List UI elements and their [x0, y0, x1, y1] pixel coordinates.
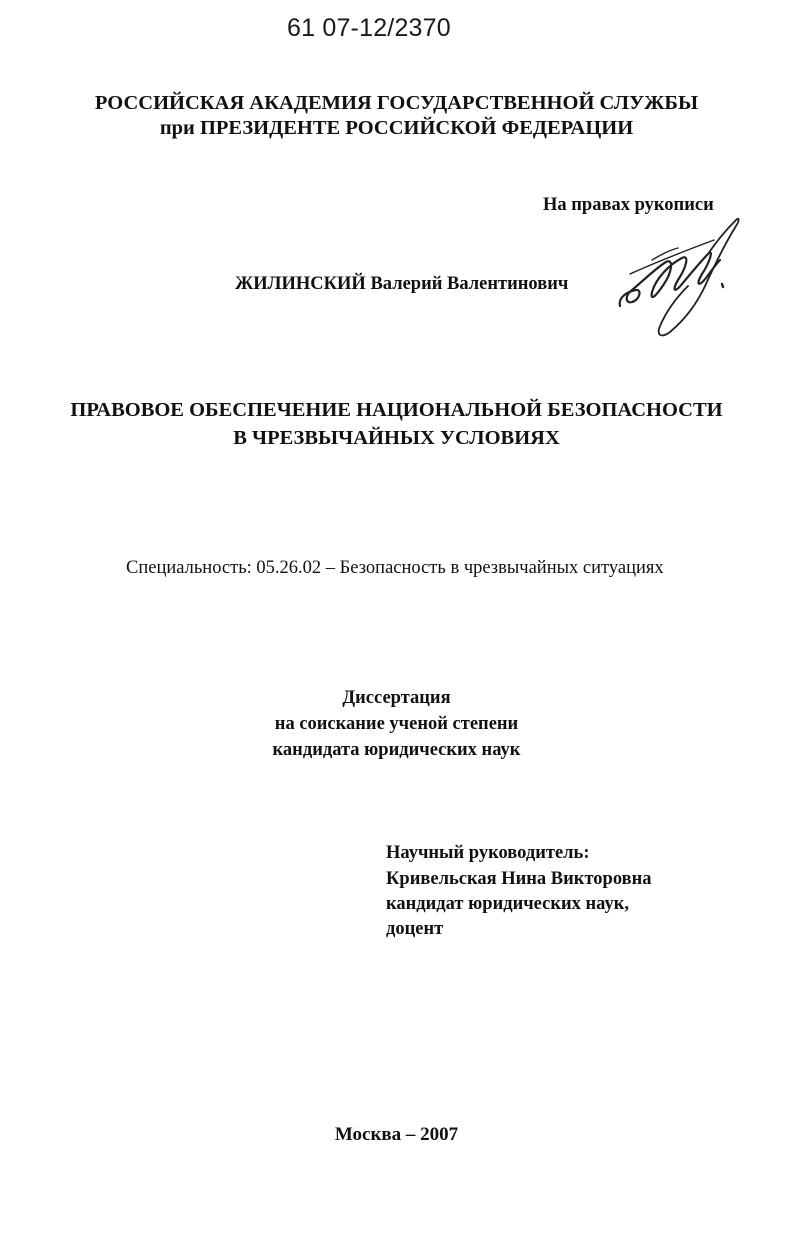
specialty-line: Специальность: 05.26.02 – Безопасность в чрезвычайных ситуациях: [126, 558, 664, 578]
supervisor-degree: кандидат юридических наук,: [386, 894, 630, 914]
city-and-year: Москва – 2007: [334, 1124, 459, 1145]
author-given-names: Валерий Валентинович: [370, 274, 569, 294]
dissertation-label: Диссертация: [342, 688, 451, 708]
supervisor-name: Кривельская Нина Викторовна: [386, 869, 652, 889]
dissertation-title-line-1: ПРАВОВОЕ ОБЕСПЕЧЕНИЕ НАЦИОНАЛЬНОЙ БЕЗОПАСНОСТИ: [70, 399, 723, 421]
degree-purpose-line: на соискание ученой степени: [274, 714, 519, 734]
handwritten-signature-icon: [612, 214, 747, 344]
institution-name-line-2: при ПРЕЗИДЕНТЕ РОССИЙСКОЙ ФЕДЕРАЦИИ: [159, 117, 634, 139]
supervisor-label: Научный руководитель:: [386, 843, 590, 863]
dissertation-title-line-2: В ЧРЕЗВЫЧАЙНЫХ УСЛОВИЯХ: [233, 427, 560, 449]
author-surname: ЖИЛИНСКИЙ: [235, 274, 366, 294]
degree-name-line: кандидата юридических наук: [272, 740, 521, 760]
manuscript-rights-note: На правах рукописи: [543, 195, 714, 215]
supervisor-rank: доцент: [386, 919, 444, 939]
author-name: [235, 274, 568, 295]
archive-stamp-code: 61 07-12/2370: [287, 14, 451, 42]
institution-name-line-1: РОССИЙСКАЯ АКАДЕМИЯ ГОСУДАРСТВЕННОЙ СЛУЖБЫ: [94, 92, 699, 114]
